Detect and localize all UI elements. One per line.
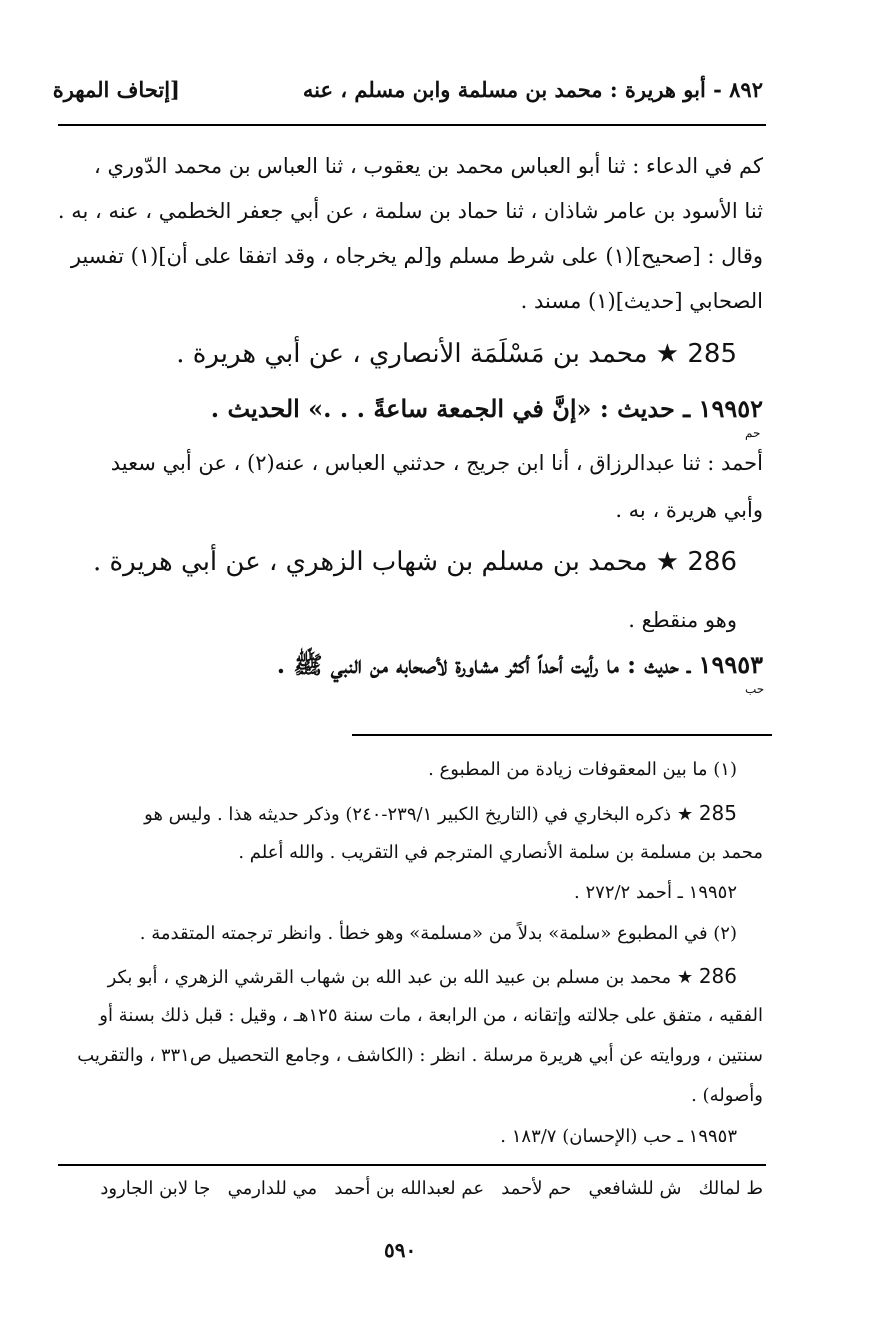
abbreviation-key: ط لمالك ش للشافعي حم لأحمد عم لعبدالله بن أحمد مي للدارمي جا لابن الجارود [100,1178,763,1199]
footnote-number: 286 [698,964,737,988]
ahmad-line-1: أحمد : ثنا عبدالرزاق ، أنا ابن جريج ، حدثني العباس ، عنه(٢) ، عن أبي سعيد [110,451,763,475]
running-header-title: ٨٩٢ - أبو هريرة : محمد بن مسلمة وابن مسلم ، عنه [302,77,763,102]
main-line-3: وقال : [صحيح](١) على شرط مسلم و[لم يخرجاه ، وقد اتفقا على أن](١) تفسير [70,244,763,268]
hadith-19953 [277,650,763,685]
footnote-1: (١) ما بين المعقوفات زيادة من المطبوع . [428,759,737,780]
star-icon: ★ [655,547,680,577]
footnote-286-line-1 [108,963,737,991]
footnote-number: 285 [698,801,737,825]
entry-number: 286 [687,547,737,577]
star-icon: ★ [676,967,694,988]
footnote-19953: ١٩٩٥٣ ـ حب (الإحسان) ١٨٣/٧ . [500,1126,737,1147]
entry-text: محمد بن مَسْلَمَة الأنصاري ، عن أبي هريرة . [176,339,648,369]
footnote-285-line-2: محمد بن مسلمة بن سلمة الأنصاري المترجم في التقريب . والله أعلم . [238,842,763,863]
ahmad-line-2: وأبي هريرة ، به . [615,498,763,522]
footnote-286-line-3: سنتين ، وروايته عن أبي هريرة مرسلة . انظر : (الكاشف ، وجامع التحصيل ص٣٣١ ، والتقريب [77,1045,763,1066]
star-icon: ★ [676,804,694,825]
footnote-19952: ١٩٩٥٢ ـ أحمد ٢٧٢/٢ . [574,882,737,903]
hadith-sigla: حم [745,426,761,440]
page-number: ٥٩٠ [384,1238,417,1262]
running-header-book: [إتحاف المهرة [52,77,180,102]
footnote-rule [352,734,772,736]
hadith-number: ١٩٩٥٣ [698,650,763,679]
main-line-4: الصحابي [حديث](١) مسند . [520,289,763,313]
entry-number: 285 [687,339,737,369]
hadith-sigla: حب [745,682,765,696]
footnote-286-line-4: وأصوله) . [691,1085,763,1106]
hadith-text: ـ حديث : ما رأيت أحداً أكثر مشاورة لأصحابه من النبي ﷺ . [276,650,691,679]
hadith-19952 [211,394,763,423]
footnote-285-line-1 [144,800,737,828]
star-icon: ★ [655,339,680,369]
footnote-text: محمد بن مسلم بن عبيد الله بن عبد الله بن شهاب القرشي الزهري ، أبو بكر [107,967,672,988]
munqati-note: وهو منقطع . [628,608,737,632]
entry-285 [176,337,737,371]
hadith-number: ١٩٩٥٢ [698,394,763,423]
hadith-text: ـ حديث : «إنَّ في الجمعة ساعةً . . .» الحديث . [210,394,691,423]
header-rule [58,124,766,126]
entry-text: محمد بن مسلم بن شهاب الزهري ، عن أبي هريرة . [92,547,648,577]
key-rule [58,1164,766,1166]
footnote-2: (٢) في المطبوع «سلمة» بدلاً من «مسلمة» وهو خطأ . وانظر ترجمته المتقدمة . [139,923,737,944]
main-line-2: ثنا الأسود بن عامر شاذان ، ثنا حماد بن سلمة ، عن أبي جعفر الخطمي ، عنه ، به . [57,199,763,223]
main-line-1: كم في الدعاء : ثنا أبو العباس محمد بن يعقوب ، ثنا العباس بن محمد الدّوري ، [94,154,763,178]
entry-286 [93,545,737,579]
footnote-286-line-2: الفقيه ، متفق على جلالته وإتقانه ، من الرابعة ، مات سنة ١٢٥هـ ، وقيل : قبل ذلك بسنة أو [99,1005,763,1026]
footnote-text: ذكره البخاري في (التاريخ الكبير ٢٣٩/١-٢٤٠) وذكر حديثه هذا . وليس هو [144,804,672,825]
